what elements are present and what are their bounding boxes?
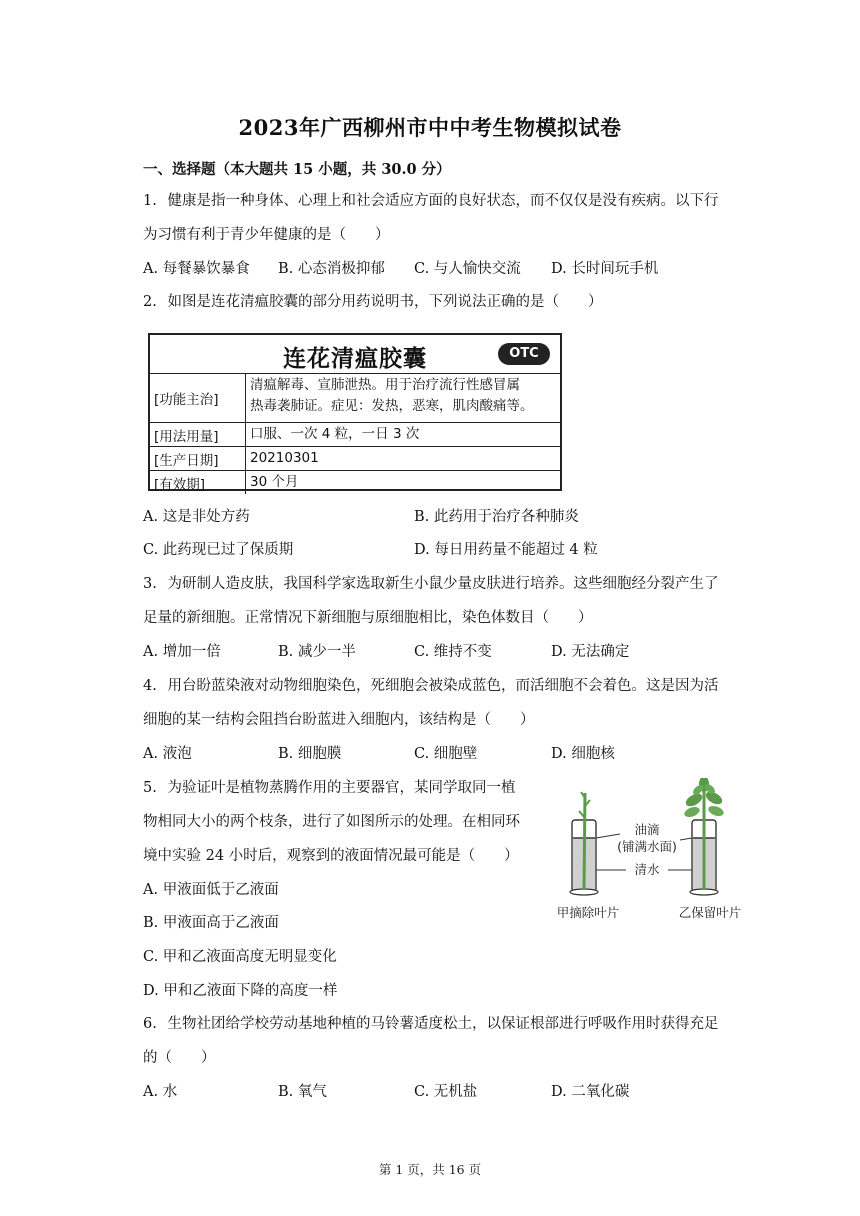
label-left: 甲摘除叶片 bbox=[556, 905, 620, 920]
q3-line1 bbox=[143, 574, 718, 594]
q1-option-d[interactable]: D. 长时间玩手机 bbox=[551, 261, 659, 277]
q1-line1 bbox=[143, 191, 718, 211]
q5-line1 bbox=[143, 778, 515, 798]
q3-option-c[interactable]: C. 维持不变 bbox=[414, 644, 492, 660]
drug-value-line: 热毒袭肺证。症见：发热，恶寒，肌肉酸痛等。 bbox=[250, 398, 534, 414]
q6-number: 6. bbox=[143, 1016, 157, 1032]
q6-line2: 的（ ） bbox=[143, 1050, 216, 1066]
drug-value-line: 清瘟解毒、宣肺泄热。用于治疗流行性感冒属 bbox=[250, 377, 520, 393]
q2-option-c[interactable]: C. 此药现已过了保质期 bbox=[143, 542, 294, 558]
q4-option-c[interactable]: C. 细胞壁 bbox=[414, 746, 478, 762]
q5-text1: 为验证叶是植物蒸腾作用的主要器官，某同学取同一植 bbox=[167, 780, 516, 796]
q4-line2: 细胞的某一结构会阻挡台盼蓝进入细胞内，该结构是（ ） bbox=[143, 712, 535, 728]
drug-key: [有效期] bbox=[150, 471, 246, 494]
q5-line2: 物相同大小的两个枝条，进行了如图所示的处理。在相同环 bbox=[143, 814, 520, 830]
drug-key: [用法用量] bbox=[150, 423, 246, 446]
drug-name: 连花清瘟胶囊 bbox=[283, 346, 427, 372]
q1-option-a[interactable]: A. 每餐暴饮暴食 bbox=[143, 261, 250, 277]
drug-value bbox=[246, 374, 560, 422]
drug-row-validity bbox=[150, 471, 560, 494]
drug-row-function bbox=[150, 374, 560, 423]
q5-line3: 境中实验 24 小时后，观察到的液面情况最可能是（ ） bbox=[143, 848, 519, 864]
drug-value: 20210301 bbox=[250, 450, 319, 466]
q1-line2: 为习惯有利于青少年健康的是（ ） bbox=[143, 227, 390, 243]
q2-number: 2. bbox=[143, 294, 157, 310]
q2-option-b[interactable]: B. 此药用于治疗各种肺炎 bbox=[414, 509, 579, 525]
drug-value: 30 个月 bbox=[250, 474, 299, 490]
q5-option-a[interactable]: A. 甲液面低于乙液面 bbox=[143, 882, 279, 898]
q6-line1 bbox=[143, 1014, 718, 1034]
q5-number: 5. bbox=[143, 780, 157, 796]
q5-option-b[interactable]: B. 甲液面高于乙液面 bbox=[143, 915, 279, 931]
q1-option-b[interactable]: B. 心态消极抑郁 bbox=[278, 261, 385, 277]
q6-option-c[interactable]: C. 无机盐 bbox=[414, 1084, 478, 1100]
q2-option-a[interactable]: A. 这是非处方药 bbox=[143, 509, 250, 525]
label-oil-note: (铺满水面) bbox=[617, 839, 677, 854]
drug-label-figure bbox=[148, 333, 562, 491]
transpiration-experiment-figure bbox=[548, 778, 758, 923]
page-footer: 第 1 页，共 16 页 bbox=[378, 1162, 482, 1177]
q1-option-c[interactable]: C. 与人愉快交流 bbox=[414, 261, 521, 277]
q6-option-a[interactable]: A. 水 bbox=[143, 1084, 178, 1100]
q3-number: 3. bbox=[143, 576, 157, 592]
right-branch-with-leaves bbox=[683, 778, 725, 890]
q3-option-b[interactable]: B. 减少一半 bbox=[278, 644, 356, 660]
otc-badge: OTC bbox=[498, 343, 550, 365]
label-oil: 油滴 bbox=[634, 822, 660, 837]
drug-key: [功能主治] bbox=[150, 374, 246, 422]
section-heading: 一、选择题（本大题共 15 小题，共 30.0 分） bbox=[143, 161, 451, 178]
q6-option-d[interactable]: D. 二氧化碳 bbox=[551, 1084, 630, 1100]
q6-option-b[interactable]: B. 氧气 bbox=[278, 1084, 327, 1100]
page-title: 2023年广西柳州市中中考生物模拟试卷 bbox=[238, 115, 622, 140]
drug-key: [生产日期] bbox=[150, 447, 246, 470]
q4-option-b[interactable]: B. 细胞膜 bbox=[278, 746, 342, 762]
q3-option-a[interactable]: A. 增加一倍 bbox=[143, 644, 221, 660]
q2-option-d[interactable]: D. 每日用药量不能超过 4 粒 bbox=[414, 542, 598, 558]
q4-option-a[interactable]: A. 液泡 bbox=[143, 746, 192, 762]
q2-line1 bbox=[143, 292, 602, 312]
q1-number: 1. bbox=[143, 193, 157, 209]
q3-text1: 为研制人造皮肤，我国科学家选取新生小鼠少量皮肤进行培养。这些细胞经分裂产生了 bbox=[167, 576, 719, 592]
q4-option-d[interactable]: D. 细胞核 bbox=[551, 746, 615, 762]
label-right: 乙保留叶片 bbox=[678, 905, 742, 920]
q6-text1: 生物社团给学校劳动基地种植的马铃薯适度松土，以保证根部进行呼吸作用时获得充足 bbox=[167, 1016, 719, 1032]
q5-option-c[interactable]: C. 甲和乙液面高度无明显变化 bbox=[143, 949, 337, 965]
q5-option-d[interactable]: D. 甲和乙液面下降的高度一样 bbox=[143, 983, 338, 999]
q4-line1 bbox=[143, 676, 718, 696]
drug-row-date bbox=[150, 447, 560, 471]
q3-option-d[interactable]: D. 无法确定 bbox=[551, 644, 630, 660]
q4-text1: 用台盼蓝染液对动物细胞染色，死细胞会被染成蓝色，而活细胞不会着色。这是因为活 bbox=[167, 678, 719, 694]
q4-number: 4. bbox=[143, 678, 157, 694]
q1-text1: 健康是指一种身体、心理上和社会适应方面的良好状态，而不仅仅是没有疾病。以下行 bbox=[167, 193, 719, 209]
drug-row-usage bbox=[150, 423, 560, 447]
q2-text1: 如图是连花清瘟胶囊的部分用药说明书，下列说法正确的是（ ） bbox=[167, 294, 603, 310]
q3-line2: 足量的新细胞。正常情况下新细胞与原细胞相比，染色体数目（ ） bbox=[143, 610, 593, 626]
drug-value: 口服、一次 4 粒，一日 3 次 bbox=[250, 426, 420, 442]
label-water: 清水 bbox=[634, 862, 660, 877]
drug-label-header bbox=[150, 335, 560, 374]
